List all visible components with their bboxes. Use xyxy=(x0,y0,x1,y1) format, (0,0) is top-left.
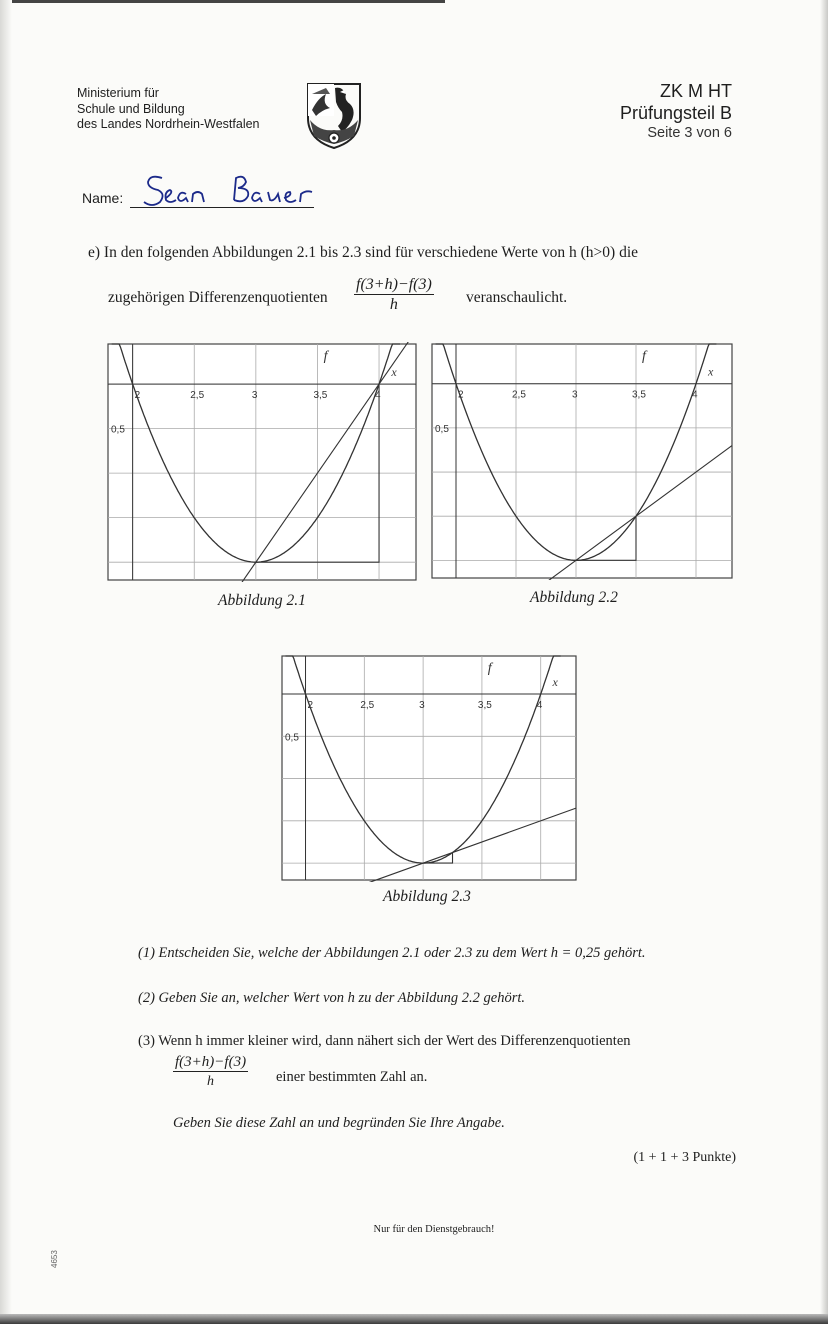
name-label: Name: xyxy=(82,190,124,206)
ministry-line-2: Schule und Bildung xyxy=(77,101,185,116)
axis-label: x xyxy=(391,365,397,380)
tick-label-2: 3 xyxy=(251,390,258,402)
right-edge-shadow xyxy=(820,0,828,1324)
task-e-line-1: e) In den folgenden Abbildungen 2.1 bis 2.3 sind für verschiedene Werte von h (h>0) die xyxy=(88,244,639,261)
handwritten-name xyxy=(140,172,320,212)
fraction-denominator: h xyxy=(389,296,398,313)
plot-frame xyxy=(282,656,576,880)
tick-label-1: 2,5 xyxy=(360,700,375,712)
tick-label-0: 2 xyxy=(307,700,314,712)
figure-2-2-caption: Abbildung 2.2 xyxy=(530,589,618,606)
axis-label: x xyxy=(552,675,558,690)
ministry-line-1: Ministerium für xyxy=(77,86,159,100)
y-tick-label: 0,5 xyxy=(435,423,449,435)
tick-label-3: 3,5 xyxy=(313,390,328,402)
tick-label-4: 4 xyxy=(692,389,698,401)
curve-label: f xyxy=(642,349,646,364)
tick-label-1: 2,5 xyxy=(190,390,205,402)
plot-frame xyxy=(432,344,732,578)
task-e-prefix: zugehörigen Differenzenquotienten xyxy=(108,289,328,306)
side-code: 4653 xyxy=(50,1250,59,1268)
ministry-line-3: des Landes Nordrhein-Westfalen xyxy=(77,117,260,131)
curve-label: f xyxy=(323,349,328,364)
top-edge xyxy=(0,0,445,3)
question-3-line-3: Geben Sie diese Zahl an und begründen Sie Ihre Angabe. xyxy=(173,1115,505,1131)
y-tick-label: 0,5 xyxy=(285,732,299,744)
left-edge-shadow xyxy=(0,0,12,1324)
difference-quotient-fraction xyxy=(354,276,434,315)
axis-label: x xyxy=(708,364,714,379)
figure-2-3-caption: Abbildung 2.3 xyxy=(383,888,471,905)
tick-label-3: 3,5 xyxy=(632,389,646,401)
ministry-block xyxy=(77,86,260,133)
exam-header xyxy=(620,80,732,143)
question-2: (2) Geben Sie an, welcher Wert von h zu der Abbildung 2.2 gehört. xyxy=(138,990,526,1006)
question-3-suffix: einer bestimmten Zahl an. xyxy=(276,1069,428,1085)
task-e-suffix: veranschaulicht. xyxy=(466,289,568,306)
fraction-numerator: f(3+h)−f(3) xyxy=(356,276,432,293)
task-e-line-2 xyxy=(108,289,328,307)
nrw-crest-icon xyxy=(304,80,364,150)
tick-label-4: 4 xyxy=(375,390,381,402)
question-3-numerator: f(3+h)−f(3) xyxy=(175,1054,247,1070)
tick-label-2: 3 xyxy=(419,700,425,712)
bottom-edge xyxy=(0,1314,828,1324)
tick-label-3: 3,5 xyxy=(477,700,492,712)
plot-frame xyxy=(108,344,416,580)
exam-code: ZK M HT xyxy=(660,81,732,101)
tick-label-0: 2 xyxy=(134,390,141,402)
y-tick-label: 0,5 xyxy=(111,424,125,436)
figure-2-2 xyxy=(430,342,734,580)
question-3-fraction xyxy=(173,1054,248,1092)
figure-2-3 xyxy=(280,654,578,882)
footer-note: Nur für den Dienstgebrauch! xyxy=(373,1224,495,1235)
curve-label: f xyxy=(487,661,492,676)
question-3-line-1: (3) Wenn h immer kleiner wird, dann nähert sich der Wert des Differenzenquotienten xyxy=(138,1033,631,1049)
question-1: (1) Entscheiden Sie, welche der Abbildungen 2.1 oder 2.3 zu dem Wert h = 0,25 gehört. xyxy=(138,945,646,961)
figure-2-1-caption: Abbildung 2.1 xyxy=(218,592,306,609)
tick-label-2: 3 xyxy=(572,389,578,401)
question-3-denominator: h xyxy=(207,1074,215,1089)
tick-label-4: 4 xyxy=(536,700,543,712)
points-info: (1 + 1 + 3 Punkte) xyxy=(633,1150,736,1165)
tick-label-0: 2 xyxy=(458,389,464,401)
page-info: Seite 3 von 6 xyxy=(647,125,732,141)
tick-label-1: 2,5 xyxy=(512,389,526,401)
figure-2-1 xyxy=(106,342,418,582)
exam-part: Prüfungsteil B xyxy=(619,103,732,123)
